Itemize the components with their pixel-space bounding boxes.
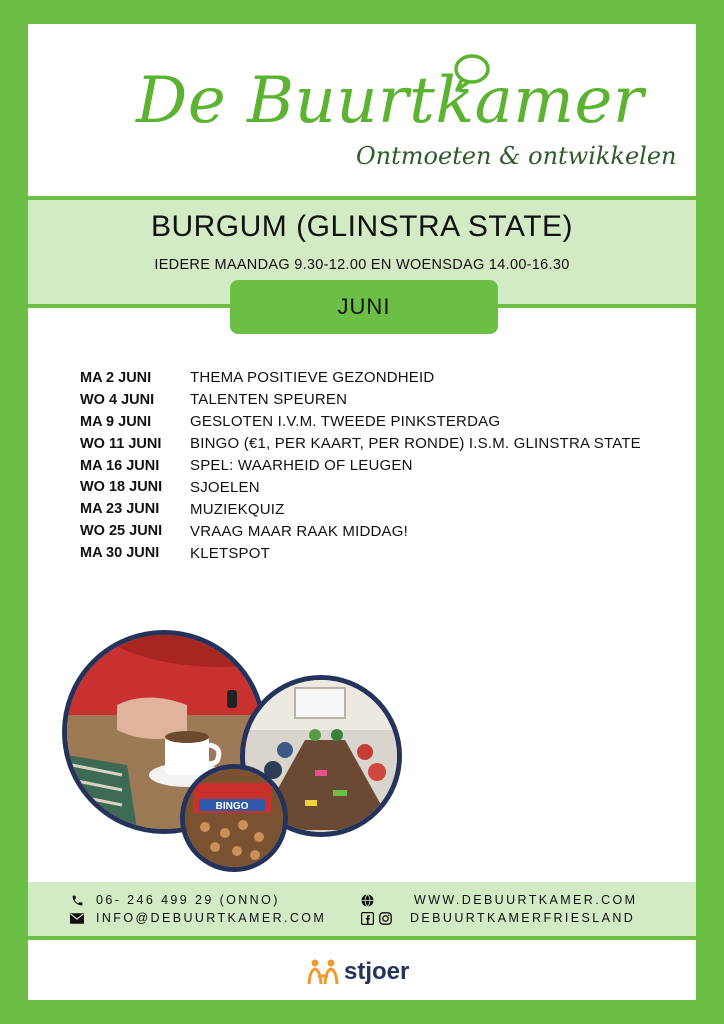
contact-website[interactable]	[360, 893, 637, 907]
schedule-activity: MUZIEKQUIZ	[190, 500, 285, 518]
schedule-date: MA 30 JUNI	[80, 545, 160, 562]
schedule-activity: SPEL: WAARHEID OF LEUGEN	[190, 457, 413, 474]
location-title: BURGUM (GLINSTRA STATE)	[150, 210, 574, 243]
schedule-date: WO 4 JUNI	[80, 391, 155, 408]
schedule-activity: TALENTEN SPEUREN	[190, 391, 348, 409]
contact-bottom-rule	[28, 936, 696, 940]
schedule-list	[80, 367, 641, 564]
contact-band	[28, 882, 696, 938]
bingo-game-image	[185, 769, 283, 867]
website-url: WWW.DEBUURTKAMER.COM	[414, 893, 638, 907]
schedule-row	[80, 520, 641, 542]
email-address: INFO@DEBUURTKAMER.COM	[96, 911, 327, 925]
facebook-icon	[360, 911, 374, 925]
logo-title: De Buurtkamer	[136, 64, 644, 138]
schedule-row	[80, 455, 641, 477]
schedule-row	[80, 367, 641, 389]
month-label: JUNI	[337, 294, 391, 319]
photo-bingo	[180, 764, 288, 872]
stjoer-people-icon	[306, 958, 340, 986]
phone-icon	[70, 893, 84, 907]
contact-social[interactable]	[360, 911, 635, 925]
schedule-date: MA 2 JUNI	[80, 369, 152, 386]
opening-hours: IEDERE MAANDAG 9.30-12.00 EN WOENSDAG 14.00-16.30	[154, 257, 570, 273]
footer-logo	[306, 958, 409, 986]
schedule-date: MA 16 JUNI	[80, 457, 160, 474]
flyer-sheet	[28, 24, 696, 1000]
schedule-date: MA 9 JUNI	[80, 413, 152, 430]
schedule-date: WO 11 JUNI	[80, 435, 162, 452]
logo	[28, 24, 696, 196]
schedule-date: WO 25 JUNI	[80, 523, 163, 540]
logo-tagline: Ontmoeten & ontwikkelen	[356, 142, 677, 170]
contact-email[interactable]	[70, 911, 326, 925]
schedule-row	[80, 389, 641, 411]
schedule-row	[80, 498, 641, 520]
envelope-icon	[70, 911, 84, 925]
schedule-activity: GESLOTEN I.V.M. TWEEDE PINKSTERDAG	[190, 413, 501, 431]
globe-icon	[360, 893, 374, 907]
schedule-activity: VRAAG MAAR RAAK MIDDAG!	[190, 522, 408, 540]
schedule-row	[80, 542, 641, 564]
schedule-row	[80, 411, 641, 433]
schedule-date: MA 23 JUNI	[80, 501, 160, 518]
bingo-box-label: BINGO	[215, 801, 249, 812]
schedule-activity: THEMA POSITIEVE GEZONDHEID	[190, 369, 435, 387]
phone-number: 06- 246 499 29 (ONNO)	[96, 893, 280, 907]
schedule-date: WO 18 JUNI	[80, 479, 163, 496]
stjoer-wordmark: stjoer	[344, 958, 410, 985]
instagram-icon	[378, 911, 392, 925]
schedule-activity: BINGO (€1, PER KAART, PER RONDE) I.S.M. GLINSTRA STATE	[190, 435, 641, 453]
social-handle: DEBUURTKAMERFRIESLAND	[410, 911, 636, 925]
schedule-activity: KLETSPOT	[190, 544, 270, 562]
schedule-row	[80, 476, 641, 498]
schedule-row	[80, 433, 641, 455]
schedule-activity: SJOELEN	[190, 478, 260, 496]
month-badge	[230, 280, 498, 334]
contact-phone[interactable]	[70, 893, 280, 907]
